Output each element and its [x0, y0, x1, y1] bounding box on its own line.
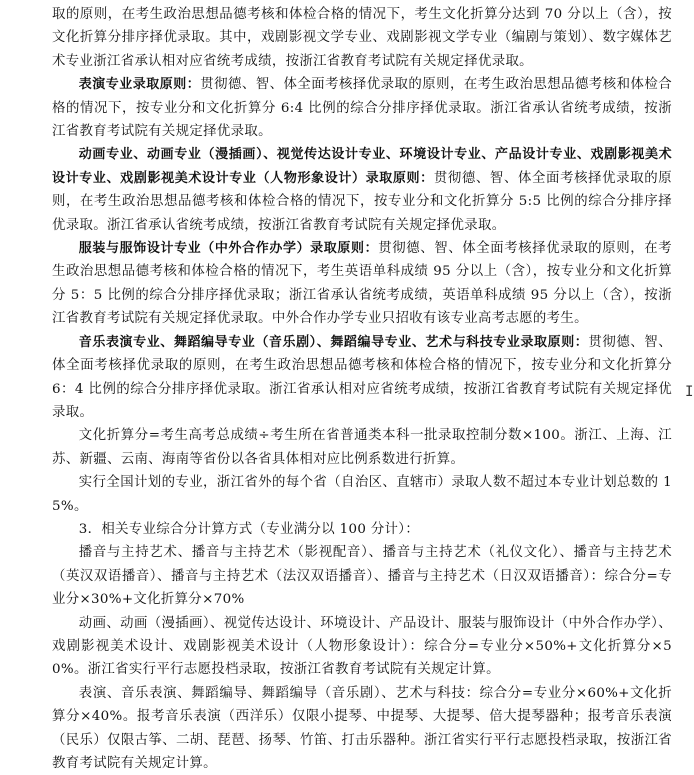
paragraph-text: 取的原则，在考生政治思想品德考核和体检合格的情况下，考生文化折算分达到 70 分以上（含），按文化折算分排序择优录取。其中，戏剧影视文学专业、戏剧影视文学专业（编剧与策划）、数字媒体艺术专业浙江省承认相对应省统考成绩，按浙江省教育考试院有关规定择优录取。	[52, 7, 672, 69]
paragraph-design-formula	[52, 612, 672, 682]
text-cursor-icon: I	[685, 384, 694, 400]
paragraph-text: 播音与主持艺术、播音与主持艺术（影视配音）、播音与主持艺术（礼仪文化）、播音与主持艺术（英汉双语播音）、播音与主持艺术（法汉双语播音）、播音与主持艺术（日汉双语播音）：综合分=专业分×30%+文化折算分×70%	[52, 545, 672, 608]
paragraph-text: 实行全国计划的专业，浙江省外的每个省（自治区、直辖市）录取人数不超过本专业计划总数的 15%。	[52, 475, 672, 514]
paragraph-fashion-principle	[52, 237, 672, 331]
paragraph-heading: 服装与服饰设计专业（中外合作办学）录取原则：	[78, 241, 379, 257]
paragraph-heading: 表演专业录取原则：	[78, 77, 201, 93]
paragraph-text: 贯彻德、智、体全面考核择优录取的原则，在考生政治思想品德考核和体检合格的情况下，按专业分和文化折算分 6:4 比例的综合分排序择优录取。浙江省承认省统考成绩，按浙江省教育考试院有关规定择优录取。	[52, 77, 672, 140]
paragraph-heading: 音乐表演专业、舞蹈编导专业（音乐剧）、舞蹈编导专业、艺术与科技专业录取原则：	[78, 334, 589, 350]
section-heading-score-calculation	[52, 518, 672, 541]
paragraph-text: 动画、动画（漫插画）、视觉传达设计、环境设计、产品设计、服装与服饰设计（中外合作办学）、戏剧影视美术设计、戏剧影视美术设计（人物形象设计）：综合分=专业分×50%+文化折算分×50%。浙江省实行平行志愿投档录取，按浙江省教育考试院有关规定计算。	[52, 615, 672, 678]
paragraph-broadcasting-formula	[52, 541, 672, 611]
paragraph-music-principle	[52, 331, 672, 425]
paragraph-national-plan	[52, 471, 672, 518]
paragraph-text: 表演、音乐表演、舞蹈编导、舞蹈编导（音乐剧）、艺术与科技：综合分=专业分×60%+文化折算分×40%。报考音乐表演（西洋乐）仅限小提琴、中提琴、大提琴、倍大提琴器种；报考音乐表演（民乐）仅限古筝、二胡、琵琶、扬琴、竹笛、打击乐器种。浙江省实行平行志愿投档录取，按浙江省教育考试院有关规定计算。	[52, 685, 672, 771]
paragraph-heading: 动画专业、动画专业（漫插画）、视觉传达设计专业、环境设计专业、产品设计专业、戏剧影视美术设计专业、戏剧影视美术设计专业（人物形象设计）录取原则：	[52, 147, 672, 186]
paragraph-culture-score-formula	[52, 424, 672, 471]
paragraph-performance-formula	[52, 682, 672, 775]
paragraph-text: 贯彻德、智、体全面考核择优录取的原则，在考生政治思想品德考核和体检合格的情况下，按专业分和文化折算分 5:5 比例的综合分排序择优录取。浙江省承认省统考成绩，按浙江省教育考试院有关规定择优录取。	[52, 170, 672, 233]
paragraph-acting-principle	[52, 73, 672, 143]
paragraph-admission-continued	[52, 3, 672, 73]
paragraph-text: 贯彻德、智、体全面考核择优录取的原则，在考生政治思想品德考核和体检合格的情况下，考生英语单科成绩 95 分以上（含），按专业分和文化折算分 5：5 比例的综合分排序择优录取；浙江省承认省统考成绩，英语单科成绩 95 分以上（含），按浙江省教育考试院有关规定择优录取。中外合作办学专业只招收有该专业高考志愿的考生。	[52, 241, 672, 327]
paragraph-design-principle	[52, 143, 672, 237]
paragraph-text: 文化折算分=考生高考总成绩÷考生所在省普通类本科一批录取控制分数×100。浙江、上海、江苏、新疆、云南、海南等省份以各省具体相对应比例系数进行折算。	[52, 428, 672, 467]
paragraph-text: 贯彻德、智、体全面考核择优录取的原则，在考生政治思想品德考核和体检合格的情况下，按专业分和文化折算分 6：4 比例的综合分排序择优录取。浙江省承认相对应省统考成绩，按浙江省教育考试院有关规定择优录取。	[52, 334, 672, 420]
document-body	[52, 3, 672, 775]
paragraph-text: 3．相关专业综合分计算方式（专业满分以 100 分计）：	[78, 521, 420, 537]
